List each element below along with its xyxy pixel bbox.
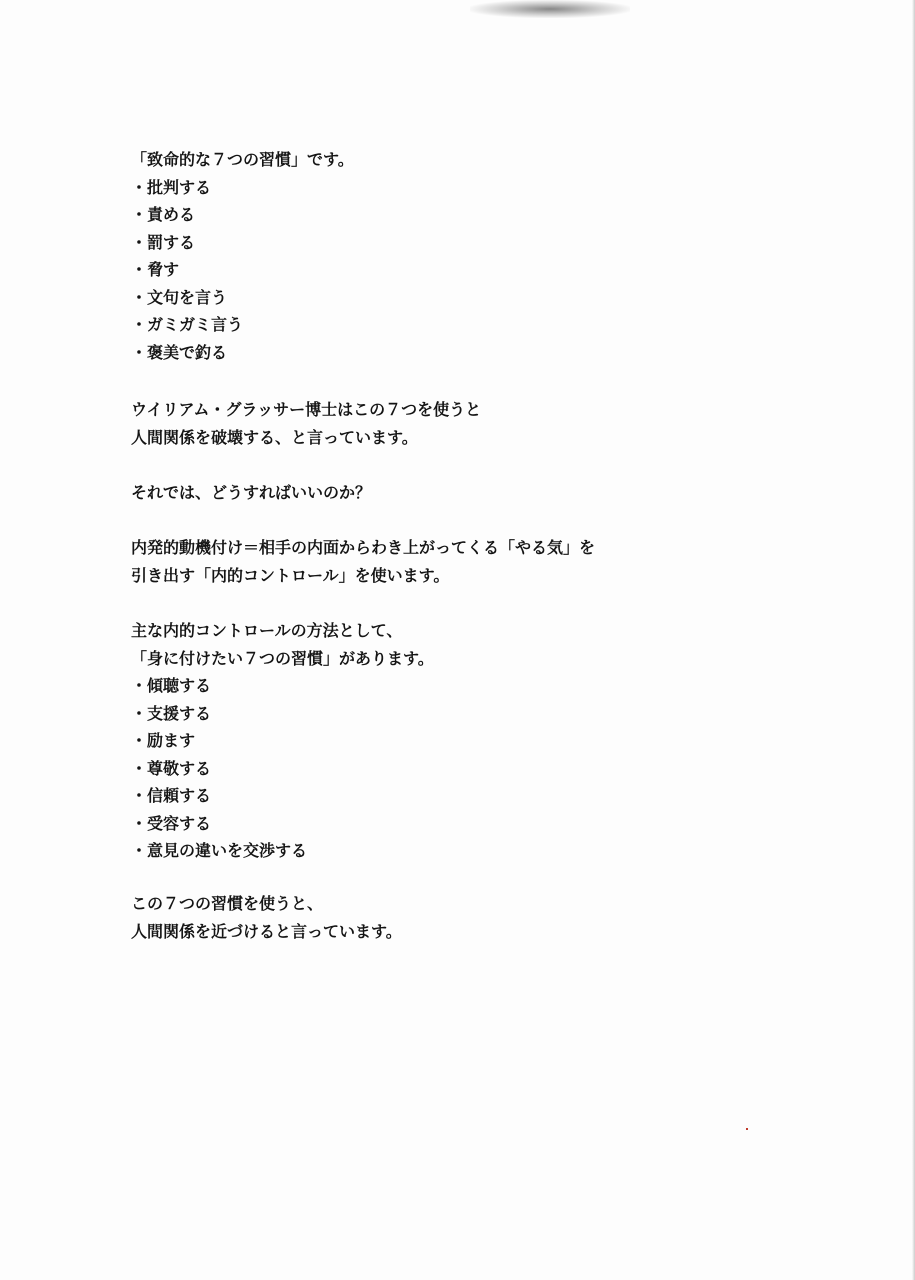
- paragraph-line: 引き出す「内的コントロール」を使います。: [131, 565, 450, 585]
- scan-smudge-mark: [470, 0, 630, 18]
- list-item: ・脅す: [131, 260, 180, 279]
- list-item: ・励ます: [131, 731, 196, 750]
- list-item: ・傾聴する: [131, 676, 212, 695]
- paragraph-line: 人間関係を破壊する、と言っています。: [131, 427, 418, 447]
- section-caring-habits: [131, 617, 434, 865]
- list-item: ・ガミガミ言う: [131, 315, 244, 334]
- heading-caring-habits: 「身に付けたい７つの習慣」があります。: [131, 648, 434, 668]
- list-item: ・尊敬する: [131, 758, 212, 778]
- paragraph-line: この７つの習慣を使うと、: [131, 894, 324, 913]
- list-item: ・信頼する: [131, 786, 212, 805]
- section-internal-motivation: [131, 534, 595, 589]
- list-item: ・批判する: [131, 177, 212, 197]
- section-glasser-statement: [131, 396, 481, 451]
- paragraph-line: ウイリアム・グラッサー博士はこの７つを使うと: [131, 400, 482, 419]
- stray-red-mark: [746, 1128, 748, 1130]
- heading-fatal-habits: 「致命的な７つの習慣」です。: [131, 150, 354, 169]
- list-item: ・罰する: [131, 232, 196, 252]
- list-item: ・褒美で釣る: [131, 342, 228, 362]
- section-fatal-habits: [131, 146, 354, 366]
- list-item: ・意見の違いを交渉する: [131, 841, 308, 860]
- list-item: ・支援する: [131, 703, 212, 723]
- list-item: ・受容する: [131, 813, 212, 833]
- list-item: ・文句を言う: [131, 287, 228, 307]
- paragraph-line: 人間関係を近づけると言っています。: [131, 921, 402, 941]
- paragraph-line: 内発的動機付け＝相手の内面からわき上がってくる「やる気」を: [131, 538, 596, 557]
- paragraph-line: 主な内的コントロールの方法として、: [131, 621, 403, 640]
- section-question: [131, 479, 371, 507]
- list-item: ・責める: [131, 205, 196, 224]
- paragraph-line: それでは、どうすればいいのか？: [131, 483, 372, 502]
- section-conclusion: [131, 890, 402, 945]
